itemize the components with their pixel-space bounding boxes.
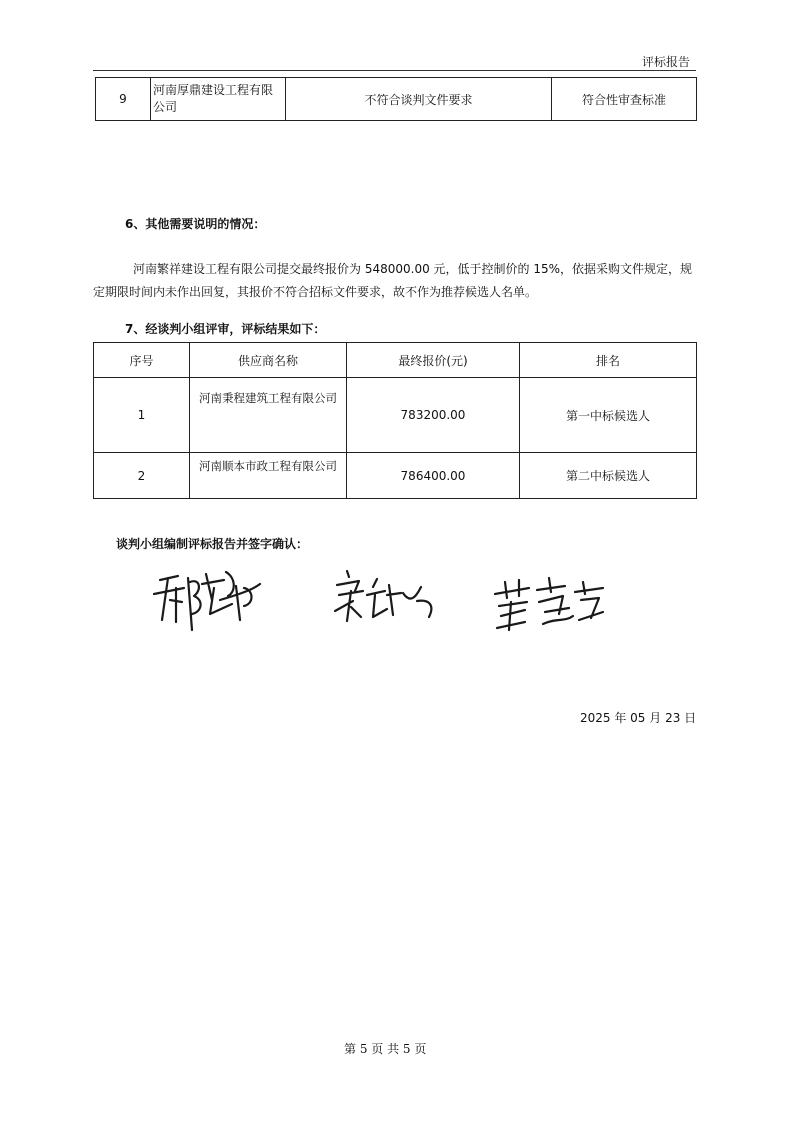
table-row	[94, 378, 697, 453]
final-price: 783200.00	[347, 378, 520, 453]
signature-label: 谈判小组编制评标报告并签字确认：	[116, 537, 309, 551]
col-header-supplier: 供应商名称	[190, 343, 347, 378]
row-index: 1	[94, 378, 190, 453]
rank: 第二中标候选人	[520, 453, 697, 499]
final-price: 786400.00	[347, 453, 520, 499]
table-row	[96, 78, 697, 121]
table-row	[94, 453, 697, 499]
report-date: 2025 年 05 月 23 日	[580, 711, 697, 725]
section-6-heading: 6、其他需要说明的情况：	[125, 217, 266, 231]
signature-2	[325, 565, 445, 635]
section-7-heading: 7、经谈判小组评审，评标结果如下：	[125, 322, 326, 336]
table-header-row	[94, 343, 697, 378]
col-header-price: 最终报价(元)	[347, 343, 520, 378]
header-title: 评标报告	[641, 55, 690, 69]
col-header-rank: 排名	[520, 343, 697, 378]
supplier-name: 河南顺本市政工程有限公司	[190, 453, 347, 499]
rank: 第一中标候选人	[520, 378, 697, 453]
row-index: 9	[96, 78, 151, 121]
row-index: 2	[94, 453, 190, 499]
supplier-name: 河南厚鼎建设工程有限公司	[151, 78, 286, 121]
review-standard: 符合性审查标准	[552, 78, 697, 121]
top-table	[95, 77, 697, 121]
col-header-index: 序号	[94, 343, 190, 378]
results-table	[93, 342, 697, 499]
header-rule	[93, 70, 696, 71]
section-6-paragraph: 河南繁祥建设工程有限公司提交最终报价为 548000.00 元，低于控制价的 15%，依据采购文件规定，规定期限时间内未作出回复，其报价不符合招标文件要求，故不作为推荐候选人名单。	[93, 262, 693, 299]
signature-1	[140, 560, 270, 640]
review-reason: 不符合谈判文件要求	[286, 78, 552, 121]
page-number: 第 5 页 共 5 页	[344, 1042, 427, 1056]
supplier-name: 河南秉程建筑工程有限公司	[190, 378, 347, 453]
signature-3	[485, 572, 610, 642]
